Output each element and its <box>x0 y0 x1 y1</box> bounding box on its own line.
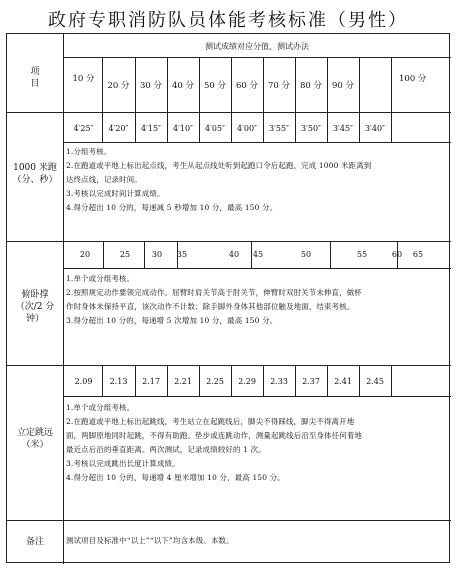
run-rules <box>66 145 450 215</box>
column-divider <box>359 57 360 112</box>
score-group-header: 测试成绩对应分值、测试办法 <box>205 42 309 51</box>
row-divider <box>63 268 451 269</box>
row-divider <box>63 57 451 58</box>
pushup-value: 60 <box>391 250 403 259</box>
run-label-line: 1000 米跑 <box>13 163 57 173</box>
pushup-label <box>7 289 63 325</box>
jump-label <box>7 427 63 451</box>
row-divider <box>63 396 451 397</box>
rule-line: 最近点后沿的垂直距离。两次测试，记录成绩较好的 1 次。 <box>66 445 266 454</box>
pushup-label-line: （次/2 分 <box>15 302 55 313</box>
rule-line: 2.在跑道或平地上标出起点线，考生从起点线处听到起跑口令后起跑，完成 1000 米距离到 <box>66 161 372 170</box>
rule-line: 2.在跑道或平地上标出起跳线，考生站立在起跳线后，脚尖不得踩线，脚尖不得离开地 <box>66 417 355 426</box>
rule-line: 4.得分超出 10 分的，每递减 5 秒增加 10 分，最高 150 分。 <box>66 203 278 212</box>
row-divider <box>7 241 451 242</box>
score-header: 30 分 <box>139 81 163 91</box>
jump-value: 2.13 <box>109 377 128 386</box>
score-header: 80 分 <box>299 81 323 91</box>
jump-value: 2.37 <box>302 377 320 386</box>
column-divider <box>103 241 104 268</box>
rule-line: 3.得分超出 10 分的，每递增 5 次增加 10 分，最高 150 分。 <box>66 316 278 325</box>
pushup-value: 35 <box>176 250 188 259</box>
column-divider <box>330 241 331 268</box>
score-header: 100 分 <box>399 74 427 84</box>
score-header: 90 分 <box>331 81 355 91</box>
jump-value: 2.17 <box>142 377 160 386</box>
row-divider <box>7 112 451 113</box>
standards-table <box>6 33 450 563</box>
run-value: 4′15″ <box>140 124 162 133</box>
pushup-value: 25 <box>119 250 131 259</box>
score-header: 10 分 <box>72 74 95 84</box>
rule-line: 作时身体未保持平直，该次动作不计数；除手脚外身体其他部位触及地面，结束考核。 <box>66 302 355 311</box>
jump-label-line: （米） <box>21 440 49 451</box>
score-header: 50 分 <box>203 81 227 91</box>
pushup-value: 20 <box>79 250 91 259</box>
pushup-value: 55 <box>356 250 368 259</box>
jump-value: 2.09 <box>74 377 93 386</box>
rule-line: 3.考核以完成时间计算成绩。 <box>66 189 165 198</box>
run-value: 4′10″ <box>172 124 194 133</box>
pushup-rules <box>66 272 450 328</box>
score-header: 70 分 <box>267 81 291 91</box>
pushup-label-line: 钟） <box>25 314 44 325</box>
run-value: 4′00″ <box>236 124 258 133</box>
row-divider <box>7 365 451 366</box>
item-header <box>7 66 63 90</box>
pushup-value: 50 <box>300 250 312 259</box>
jump-rules <box>66 401 450 485</box>
rule-line: 2.按照规定动作要领完成动作。屈臂时肩关节高于肘关节，伸臂时双肘关节未伸直，做杯 <box>66 288 362 297</box>
run-value: 4′05″ <box>204 124 226 133</box>
run-value: 3′40″ <box>364 124 386 133</box>
score-header: 20 分 <box>107 81 130 91</box>
rule-line: 1.单个或分组考核。 <box>66 274 135 283</box>
run-value: 3′45″ <box>332 124 354 133</box>
rule-line: 达终点线，记录时间。 <box>66 175 142 184</box>
rule-line: 1.单个或分组考核。 <box>66 403 135 412</box>
column-divider <box>144 241 145 268</box>
rule-line: 面，两脚原地同时起跳，不得有助跑、垫步或连跳动作，测量起跳线后沿至身体任何着地 <box>66 431 363 440</box>
row-divider <box>63 142 451 143</box>
run-value: 3′55″ <box>268 124 290 133</box>
column-divider <box>63 34 64 564</box>
column-divider <box>391 57 392 112</box>
item-header-line: 目 <box>30 79 40 90</box>
jump-value: 2.29 <box>238 377 256 386</box>
jump-value: 2.45 <box>366 377 384 386</box>
score-header: 40 分 <box>171 81 195 91</box>
rule-line: 1.分组考核。 <box>66 147 112 156</box>
pushup-value: 40 <box>228 250 240 259</box>
pushup-value: 65 <box>412 250 424 259</box>
run-label <box>7 162 63 186</box>
jump-value: 2.41 <box>334 377 352 386</box>
pushup-label-line: 俯卧撑 <box>21 290 49 300</box>
row-divider <box>7 520 451 521</box>
item-header-line: 项 <box>30 67 40 77</box>
page-title: 政府专职消防队员体能考核标准（男性） <box>48 10 408 31</box>
column-divider <box>391 112 392 142</box>
rule-line: 4.得分超出 10 分的，每递增 4 厘米增加 10 分，最高 150 分。 <box>66 473 285 482</box>
note-text: 测试项目及标准中“以上”“以下”均含本级、本数。 <box>66 536 234 545</box>
run-label-line: （分、秒） <box>12 175 58 186</box>
pushup-value: 45 <box>252 250 264 259</box>
pushup-value: 30 <box>151 250 163 259</box>
jump-value: 2.33 <box>270 377 288 386</box>
run-value: 4′20″ <box>108 124 129 133</box>
rule-line: 3.考核以完成跳出长度计算成绩。 <box>66 459 180 468</box>
note-label: 备注 <box>25 537 44 547</box>
jump-value: 2.21 <box>174 377 192 386</box>
run-value: 4′25″ <box>73 124 94 133</box>
jump-label-line: 立定跳远 <box>16 428 53 438</box>
run-value: 3′50″ <box>300 124 322 133</box>
score-header: 60 分 <box>235 81 259 91</box>
jump-value: 2.25 <box>206 377 224 386</box>
column-divider <box>391 365 392 396</box>
